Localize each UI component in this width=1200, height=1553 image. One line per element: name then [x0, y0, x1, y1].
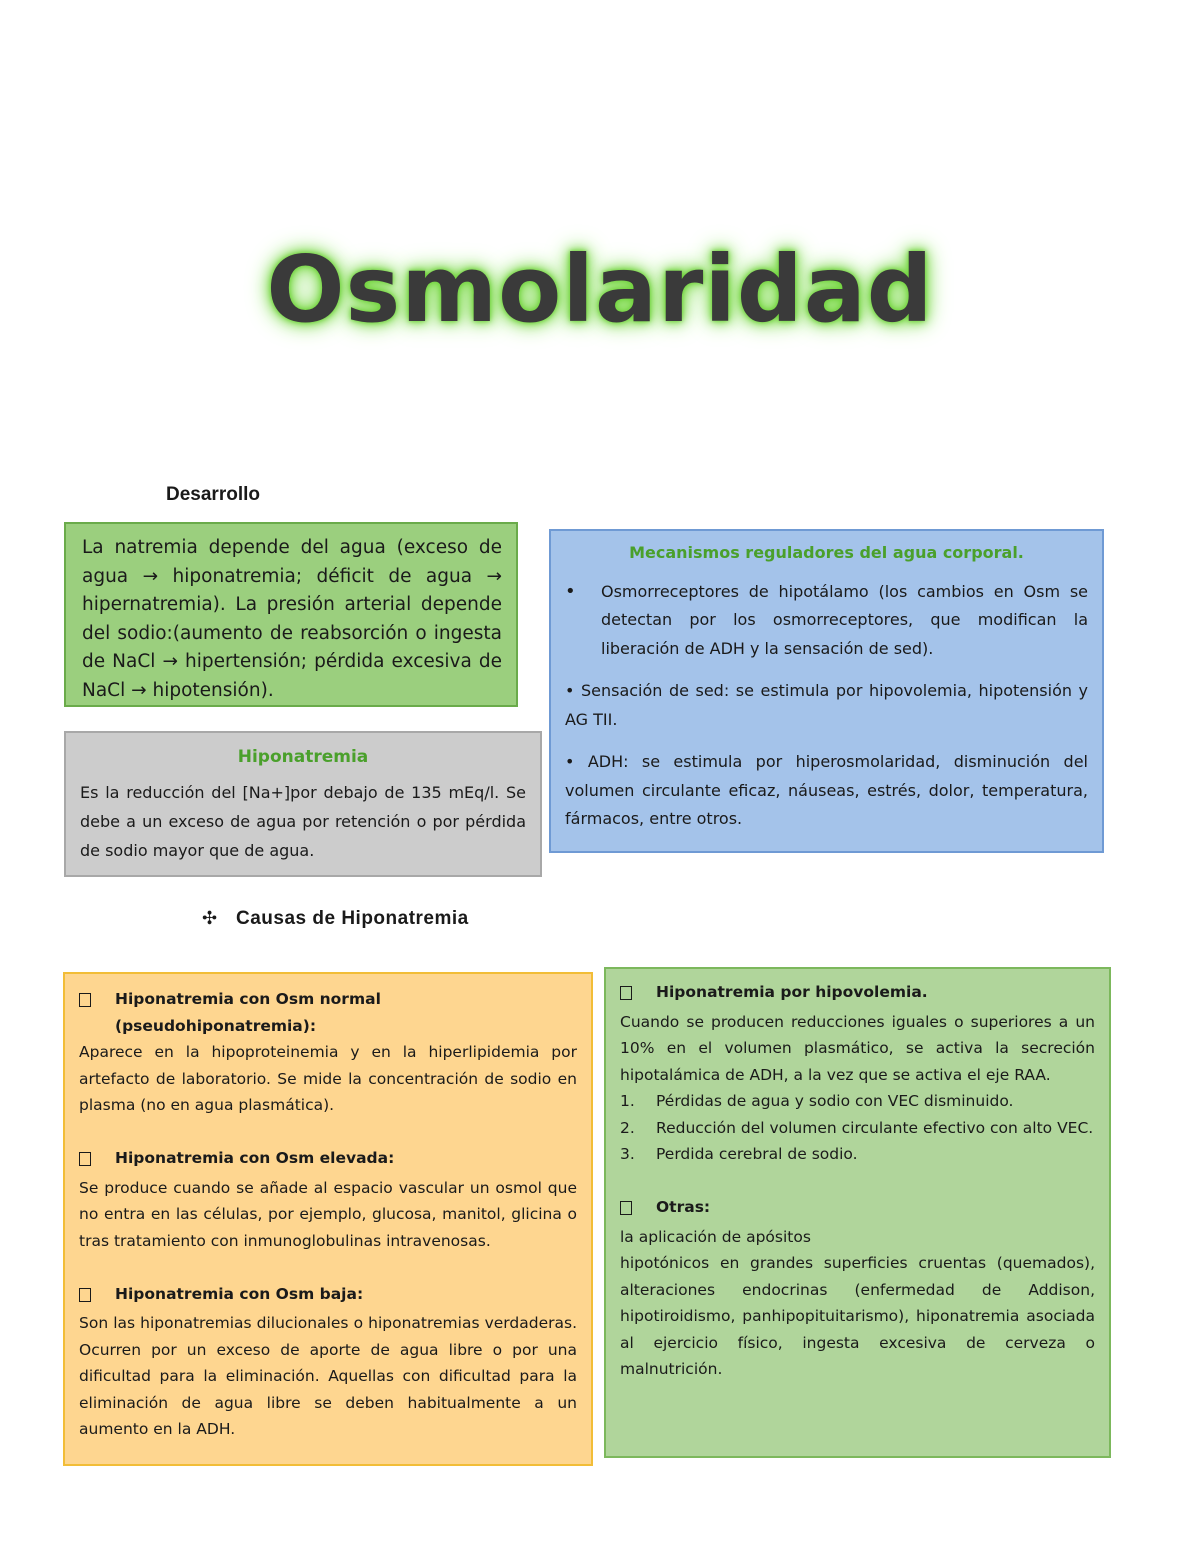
section-label-desarrollo: Desarrollo — [166, 484, 260, 505]
osm-elevada-heading — [79, 1145, 577, 1175]
osm-normal-text: Aparece en la hipoproteinemia y en la hiperlipidemia por artefacto de laboratorio. Se mide la concentración de sodio en plasma (no en agua plasmática). — [79, 1043, 577, 1114]
osm-normal-heading-b: (pseudohiponatremia): — [115, 1016, 317, 1035]
checkbox-square-icon — [620, 1201, 632, 1215]
hipovolemia-box — [604, 967, 1111, 1458]
mecanismos-bullet-3: • ADH: se estimula por hiperosmolaridad, disminución del volumen circulante eficaz, náuseas, estrés, dolor, temperatura, fármacos, entre otros. — [565, 752, 1088, 828]
page-title: Osmolaridad — [266, 236, 934, 343]
hipovolemia-heading — [620, 979, 1095, 1009]
osm-normal-heading — [79, 986, 577, 1039]
list-item-number: 2. — [620, 1118, 635, 1137]
osm-baja-text: Son las hiponatremias dilucionales o hiponatremias verdaderas. Ocurren por un exceso de aporte de agua libre o por una dificultad para la eliminación. Aquellas con dificultad para la eliminación de agua libre se deben habitualmente a un aumento en la ADH. — [79, 1314, 577, 1438]
otras-line-1: la aplicación de apósitos — [620, 1227, 811, 1246]
osm-elevada-heading-text: Hiponatremia con Osm elevada: — [115, 1149, 395, 1167]
otras-heading — [620, 1194, 1095, 1224]
otras-text: hipotónicos en grandes superficies cruentas (quemados), alteraciones endocrinas (enfermedad de Addison, hipotiroidismo, panhipopituitarismo), hiponatremia asociada al ejercicio físico, ingesta excesiva de cerveza o malnutrición. — [620, 1254, 1095, 1378]
hipovolemia-heading-text: Hiponatremia por hipovolemia. — [656, 983, 928, 1001]
list-item-text: Reducción del volumen circulante efectivo con alto VEC. — [656, 1118, 1094, 1137]
four-point-star-icon: ✣ — [202, 908, 218, 928]
hipovolemia-text: Cuando se producen reducciones iguales o superiores a un 10% en el volumen plasmático, se activa la secreción hipotalámica de ADH, a la vez que se activa el eje RAA. — [620, 1012, 1095, 1084]
mecanismos-bullet-1-text: Osmorreceptores de hipotálamo (los cambios en Osm se detectan por los osmorreceptores, que modifican la liberación de ADH y la sensación de sed). — [601, 581, 1088, 658]
osm-baja-heading-text: Hiponatremia con Osm baja: — [115, 1284, 364, 1303]
checkbox-square-icon — [79, 1288, 91, 1302]
list-item — [620, 1115, 1095, 1142]
otras-heading-text: Otras: — [656, 1198, 711, 1216]
causas-label: Causas de Hiponatremia — [236, 908, 469, 929]
mecanismos-bullet-2: • Sensación de sed: se estimula por hipovolemia, hipotensión y AG TII. — [565, 681, 1088, 729]
osm-causes-box — [63, 972, 593, 1466]
hiponatremia-text: Es la reducción del [Na+]por debajo de 135 mEq/l. Se debe a un exceso de agua por retención o por pérdida de sodio mayor que de agua. — [80, 783, 526, 860]
intro-box — [64, 522, 518, 707]
mecanismos-bullet-1 — [565, 578, 1088, 664]
hiponatremia-heading: Hiponatremia — [237, 747, 369, 767]
checkbox-square-icon — [79, 993, 91, 1007]
osm-normal-heading-a: Hiponatremia con Osm normal — [115, 990, 381, 1008]
list-item-number: 3. — [620, 1145, 635, 1163]
osm-baja-heading — [79, 1281, 577, 1311]
checkbox-square-icon — [79, 1152, 91, 1166]
mecanismos-heading: Mecanismos reguladores del agua corporal. — [629, 543, 1024, 562]
list-item — [620, 1141, 1095, 1168]
bullet-icon: • — [565, 580, 576, 602]
intro-text: La natremia depende del agua (exceso de agua → hiponatremia; déficit de agua → hipernatremia). La presión arterial depende del sodio:(aumento de reabsorción o ingesta de NaCl → hipertensión; pérdida excesiva de NaCl → hipotensión). — [82, 537, 502, 701]
list-item-text: Perdida cerebral de sodio. — [656, 1145, 858, 1163]
checkbox-square-icon — [620, 986, 632, 1000]
osm-elevada-text: Se produce cuando se añade al espacio vascular un osmol que no entra en las células, por ejemplo, glucosa, manitol, glicina o tras tratamiento con inmunoglobulinas intravenosas. — [79, 1178, 577, 1250]
list-item-number: 1. — [620, 1092, 635, 1110]
hiponatremia-box — [64, 731, 542, 877]
hipovolemia-list — [620, 1088, 1095, 1168]
list-item-text: Pérdidas de agua y sodio con VEC disminuido. — [656, 1092, 1014, 1110]
causas-heading — [202, 908, 469, 930]
list-item — [620, 1088, 1095, 1115]
mecanismos-box — [549, 529, 1104, 853]
